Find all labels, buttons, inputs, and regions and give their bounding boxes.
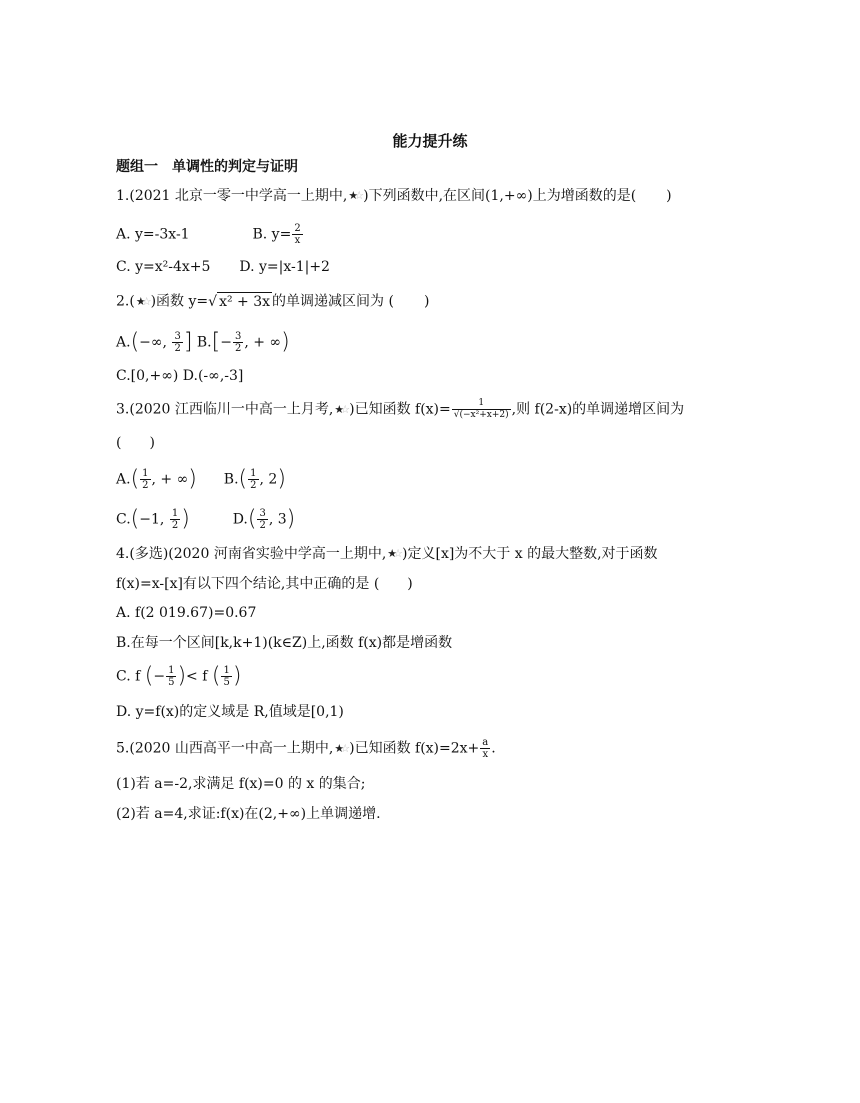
q3-option-d-fraction bbox=[257, 508, 267, 531]
difficulty-star-icon: ★☆ bbox=[334, 402, 347, 416]
fraction-numerator: 3 bbox=[174, 331, 181, 342]
q5-prefix: 5.(2020 山西高平一中高一上期中, bbox=[116, 740, 334, 757]
fraction-denominator: 2 bbox=[171, 520, 179, 531]
q3-prefix: 3.(2020 江西临川一中高一上月考, bbox=[116, 401, 334, 418]
fraction-numerator: 1 bbox=[168, 665, 175, 676]
q2-option-a-label: A. bbox=[116, 334, 131, 351]
q5-end: . bbox=[491, 740, 496, 757]
question-5 bbox=[116, 737, 496, 760]
q3-options-row2: C.(−1, $\frac{1}{2}$ ) D.( $\frac{3}{2}$ , 3) bbox=[116, 506, 296, 532]
fraction-denominator: 5 bbox=[168, 677, 175, 688]
section-heading: 题组一 单调性的判定与证明 bbox=[116, 159, 298, 175]
q3-stem: ,则 f(2-x)的单调递增区间为 bbox=[511, 401, 685, 418]
q1-options-row2 bbox=[116, 258, 330, 276]
q3-option-c-head: −1, bbox=[139, 511, 169, 528]
q3-option-c-fraction bbox=[170, 508, 180, 531]
q2-stem: 的单调递减区间为 ( bbox=[272, 293, 394, 310]
q2-option-a-interval: −∞, bbox=[139, 334, 172, 351]
fraction-numerator: 1 bbox=[250, 468, 257, 479]
fraction-numerator: a bbox=[482, 737, 489, 748]
q3-option-c-label: C. bbox=[116, 511, 131, 528]
q2-option-b-label: B. bbox=[196, 334, 212, 351]
difficulty-star-icon: ★☆ bbox=[135, 294, 148, 308]
q2-option-d: D.(-∞,-3] bbox=[182, 368, 244, 384]
q3-option-b-fraction bbox=[248, 468, 258, 491]
q4-option-a: A. f(2 019.67)=0.67 bbox=[116, 605, 257, 621]
square-root: √ x² + 3x bbox=[208, 294, 271, 310]
fraction-denominator: 2 bbox=[142, 480, 149, 491]
fraction-denominator: 5 bbox=[223, 677, 230, 688]
q1-option-c: C. y=x²-4x+5 bbox=[116, 259, 211, 275]
q3-option-d-tail: , 3 bbox=[268, 511, 287, 528]
difficulty-star-icon: ★☆ bbox=[334, 741, 347, 755]
question-2 bbox=[116, 292, 429, 311]
q4-option-b: B.在每一个区间[k,k+1)(k∈Z)上,函数 f(x)都是增函数 bbox=[116, 635, 453, 651]
q1-prefix: 1.(2021 北京一零一中学高一上期中, bbox=[116, 188, 348, 204]
difficulty-star-icon: ★☆ bbox=[387, 547, 400, 560]
q2-options-row1: A.(−∞, $\frac{3}{2}$ ] B.[− $\frac{3}{2}$ , + ∞) bbox=[116, 329, 290, 355]
q2-mid: )函数 y= bbox=[150, 293, 209, 310]
page-title: 能力提升练 bbox=[392, 132, 468, 150]
q3-function-fraction bbox=[452, 398, 511, 421]
question-3 bbox=[116, 398, 684, 421]
fraction-numerator: 2 bbox=[294, 223, 301, 234]
q4-option-c-label: C. f bbox=[116, 668, 141, 685]
q4-stem: )定义[x]为不大于 x 的最大整数,对于函数 bbox=[402, 546, 658, 562]
q5-function-fraction bbox=[480, 737, 490, 760]
q3-option-a-label: A. bbox=[116, 471, 131, 488]
fraction-numerator: 1 bbox=[171, 508, 179, 519]
question-1 bbox=[116, 187, 672, 205]
fraction-denominator: 2 bbox=[234, 343, 242, 354]
radicand: x² + 3x bbox=[219, 294, 271, 310]
q5-stem: )已知函数 f(x)=2x+ bbox=[349, 740, 480, 757]
q5-part-2: (2)若 a=4,求证:f(x)在(2,+∞)上单调递增. bbox=[116, 806, 381, 822]
q4-option-c: C. f (− $\frac{1}{5}$ )< f ( $\frac{1}{5}$ ) bbox=[116, 663, 242, 689]
q4-option-c-compare: < f bbox=[186, 668, 208, 685]
fraction-numerator: 1 bbox=[452, 398, 511, 410]
fraction-numerator: 1 bbox=[223, 665, 230, 676]
q1-option-a: A. y=-3x-1 bbox=[116, 226, 190, 243]
fraction-denominator: 2 bbox=[259, 520, 266, 531]
q3-option-a-fraction bbox=[140, 468, 150, 491]
q4-option-c-fraction-2 bbox=[221, 665, 231, 688]
q1-close: ) bbox=[666, 188, 672, 204]
q2-options-row2 bbox=[116, 367, 243, 385]
q1-option-d: D. y=|x-1|+2 bbox=[239, 259, 330, 275]
difficulty-star-icon: ★☆ bbox=[348, 189, 361, 202]
minus-sign: − bbox=[153, 668, 166, 685]
q5-part-1: (1)若 a=-2,求满足 f(x)=0 的 x 的集合; bbox=[116, 776, 366, 792]
q3-option-b-label: B. bbox=[223, 471, 239, 488]
q2-option-c: C.[0,+∞) bbox=[116, 368, 179, 384]
q3-option-b-tail: , 2 bbox=[259, 471, 278, 488]
q1-stem: )下列函数中,在区间(1,+∞)上为增函数的是( bbox=[363, 188, 637, 204]
q4-stem-line2: f(x)=x-[x]有以下四个结论,其中正确的是 ( ) bbox=[116, 576, 413, 592]
q4-option-d: D. y=f(x)的定义域是 R,值域是[0,1) bbox=[116, 704, 344, 720]
fraction-denominator: x bbox=[294, 235, 301, 246]
fraction-denominator: 2 bbox=[250, 480, 257, 491]
fraction-denominator: 2 bbox=[174, 343, 181, 354]
q1-option-b-fraction bbox=[292, 223, 302, 246]
fraction-numerator: 1 bbox=[142, 468, 149, 479]
q2-option-b-fraction bbox=[233, 331, 243, 354]
q3-mid: )已知函数 f(x)= bbox=[349, 401, 451, 418]
fraction-denominator: x bbox=[482, 749, 489, 760]
minus-sign: − bbox=[220, 334, 232, 351]
q3-answer-paren: ( ) bbox=[116, 435, 155, 451]
q3-option-a-tail: , + ∞ bbox=[151, 471, 189, 488]
fraction-denominator: √(−x²+x+2) bbox=[453, 410, 509, 420]
q2-close: ) bbox=[423, 293, 430, 310]
q3-options-row1: A.( $\frac{1}{2}$ , + ∞) B.( $\frac{1}{2}$ , 2) bbox=[116, 466, 286, 492]
q4-option-c-fraction-1 bbox=[166, 665, 176, 688]
q2-option-a-fraction bbox=[172, 331, 182, 354]
fraction-numerator: 3 bbox=[234, 331, 242, 342]
fraction-numerator: 3 bbox=[259, 508, 266, 519]
q2-prefix: 2.( bbox=[116, 293, 135, 310]
question-4 bbox=[116, 545, 658, 563]
q1-options-row1 bbox=[116, 223, 304, 246]
q1-option-b-label: B. y= bbox=[252, 226, 292, 243]
q3-option-d-label: D. bbox=[232, 511, 248, 528]
q4-prefix: 4.(多选)(2020 河南省实验中学高一上期中, bbox=[116, 546, 387, 562]
q2-option-b-tail: , + ∞ bbox=[244, 334, 282, 351]
